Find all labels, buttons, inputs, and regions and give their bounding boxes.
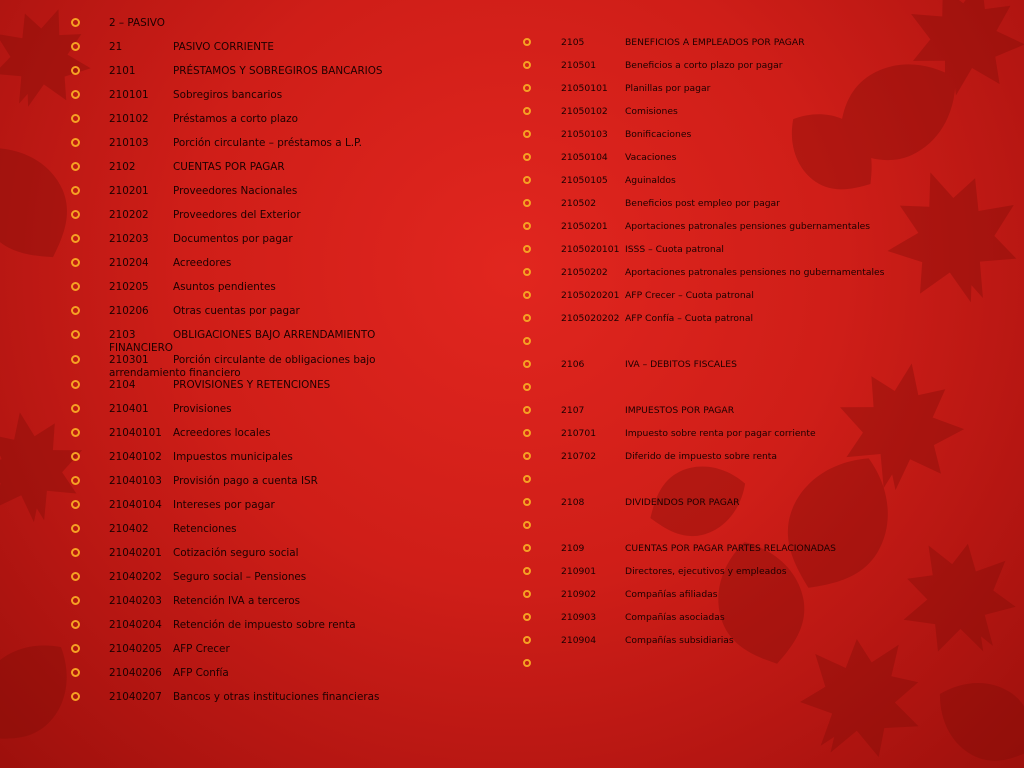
bullet-icon [523,176,531,184]
account-code: 21 [109,41,123,53]
bullet-icon [523,199,531,207]
account-name: IVA – DEBITOS FISCALES [625,359,737,370]
account-item [70,379,440,403]
account-name: Proveedores Nacionales [173,185,298,197]
account-item [70,451,440,475]
bullet-icon [523,544,531,552]
account-name: Acreedores [173,257,232,269]
account-name: Vacaciones [625,152,677,163]
account-item [70,667,440,691]
account-code: 21040202 [109,571,162,584]
bullet-icon [71,66,80,75]
account-item [522,221,1012,244]
account-name: IMPUESTOS POR PAGAR [625,405,735,416]
account-code: 2106 [561,359,585,370]
account-code: 2108 [561,497,585,508]
account-name: Planillas por pagar [625,83,711,94]
account-item [70,523,440,547]
account-code: 210101 [109,89,149,101]
account-code: 21050101 [561,83,608,94]
account-name: Cotización seguro social [173,547,299,560]
account-name: Aguinaldos [625,175,676,186]
bullet-icon [71,138,80,147]
account-name: Aportaciones patronales pensiones gubernamentales [625,221,871,232]
bullet-icon [71,258,80,267]
account-name: Intereses por pagar [173,499,275,512]
account-code: 21040203 [109,595,162,608]
bullet-icon [71,692,80,701]
account-item [522,635,1012,658]
bullet-icon [71,452,80,461]
account-item [70,403,440,427]
account-item [522,83,1012,106]
account-name: Beneficios a corto plazo por pagar [625,60,783,71]
account-item [522,428,1012,451]
account-code: 2103 [109,329,136,341]
bullet-icon [523,337,531,345]
account-code: 2 – PASIVO [109,17,165,29]
account-name: Porción circulante – préstamos a L.P. [173,137,362,149]
account-name: Impuestos municipales [173,451,293,464]
account-item [70,233,440,257]
account-item [70,427,440,451]
account-name: AFP Confía – Cuota patronal [625,313,754,324]
account-code: 210401 [109,403,149,416]
bullet-icon [523,291,531,299]
bullet-icon [523,107,531,115]
bullet-icon [523,222,531,230]
account-code: 21040104 [109,499,162,512]
account-name: Acreedores locales [173,427,271,440]
left-column [70,0,440,715]
account-code: 210902 [561,589,597,600]
account-code: 210102 [109,113,149,125]
account-item [70,475,440,499]
account-name: BENEFICIOS A EMPLEADOS POR PAGAR [625,37,805,48]
account-name: CUENTAS POR PAGAR PARTES RELACIONADAS [625,543,836,554]
account-item [522,129,1012,152]
account-item [70,643,440,667]
account-code: 210301 [109,354,149,367]
account-item [70,161,440,185]
account-name: Proveedores del Exterior [173,209,301,221]
left-account-list [70,17,440,715]
bullet-icon [71,282,80,291]
bullet-icon [523,130,531,138]
account-item [70,595,440,619]
account-item [522,152,1012,175]
account-item [522,658,1012,681]
bullet-icon [71,404,80,413]
account-code: 210402 [109,523,149,536]
account-item [70,113,440,137]
bullet-icon [523,429,531,437]
account-item [70,185,440,209]
account-code: 2105 [561,37,585,48]
account-item [70,354,440,379]
account-name: Otras cuentas por pagar [173,305,300,317]
account-code: 210202 [109,209,149,221]
account-item [70,257,440,281]
account-code: 210701 [561,428,597,439]
account-code: 210501 [561,60,597,71]
account-name: Comisiones [625,106,678,117]
account-code: 210201 [109,185,149,197]
bullet-icon [523,590,531,598]
bullet-icon [71,428,80,437]
account-code: 210702 [561,451,597,462]
right-account-list [522,37,1012,681]
account-name: DIVIDENDOS POR PAGAR [625,497,740,508]
bullet-icon [523,61,531,69]
account-code: 210206 [109,305,149,317]
account-code: 21040103 [109,475,162,488]
account-item [70,571,440,595]
account-name: PASIVO CORRIENTE [173,41,274,53]
account-code: 21040102 [109,451,162,464]
account-code: 2102 [109,161,136,173]
account-code: 2107 [561,405,585,416]
right-column [522,0,1012,681]
account-code: 210903 [561,612,597,623]
account-item [70,281,440,305]
account-code: 21040207 [109,691,162,704]
account-name: AFP Crecer – Cuota patronal [625,290,754,301]
account-item [522,520,1012,543]
account-item [522,497,1012,520]
bullet-icon [71,380,80,389]
account-item [70,65,440,89]
bullet-icon [523,268,531,276]
account-name: Compañías asociadas [625,612,725,623]
bullet-icon [523,314,531,322]
account-code: 2105020201 [561,290,620,301]
account-item [522,244,1012,267]
bullet-icon [523,659,531,667]
account-item [522,175,1012,198]
account-code: 21050104 [561,152,608,163]
account-item [522,382,1012,405]
account-item [70,137,440,161]
account-code: 21050202 [561,267,608,278]
account-code: 21040204 [109,619,162,632]
account-code: 2105020101 [561,244,620,255]
account-item [522,543,1012,566]
bullet-icon [523,475,531,483]
account-name: Bonificaciones [625,129,692,140]
bullet-icon [523,613,531,621]
account-item [522,106,1012,129]
bullet-icon [71,18,80,27]
account-name: Compañías subsidiarias [625,635,734,646]
account-name: Seguro social – Pensiones [173,571,307,584]
account-code: 2105020202 [561,313,620,324]
bullet-icon [71,42,80,51]
account-name: Retención de impuesto sobre renta [173,619,356,632]
account-item [70,691,440,715]
account-item [522,60,1012,83]
bullet-icon [71,114,80,123]
account-name: Beneficios post empleo por pagar [625,198,780,209]
account-item [522,267,1012,290]
bullet-icon [71,548,80,557]
account-item [522,474,1012,497]
bullet-icon [71,620,80,629]
account-code: 2101 [109,65,136,77]
bullet-icon [71,90,80,99]
bullet-icon [71,234,80,243]
account-code: 21040201 [109,547,162,560]
account-item [70,329,440,354]
account-item [522,405,1012,428]
account-item [70,499,440,523]
account-item [522,589,1012,612]
account-name: OBLIGACIONES BAJO ARRENDAMIENTO FINANCIERO [109,329,376,354]
bullet-icon [71,644,80,653]
bullet-icon [523,38,531,46]
account-name: Provisión pago a cuenta ISR [173,475,318,488]
bullet-icon [523,567,531,575]
bullet-icon [523,521,531,529]
bullet-icon [71,596,80,605]
account-name: CUENTAS POR PAGAR [173,161,285,173]
account-item [70,17,440,41]
bullet-icon [71,162,80,171]
account-name: Bancos y otras instituciones financieras [173,691,380,704]
account-name: Asuntos pendientes [173,281,276,293]
account-name: Provisiones [173,403,232,416]
account-code: 210901 [561,566,597,577]
account-name: PRÉSTAMOS Y SOBREGIROS BANCARIOS [173,65,383,77]
bullet-icon [71,572,80,581]
account-name: ISSS – Cuota patronal [625,244,724,255]
account-item [522,451,1012,474]
account-item [522,37,1012,60]
bullet-icon [523,153,531,161]
account-code: 210205 [109,281,149,293]
bullet-icon [71,330,80,339]
account-name: Compañías afiliadas [625,589,718,600]
bullet-icon [523,406,531,414]
account-code: 210203 [109,233,149,245]
account-code: 210204 [109,257,149,269]
bullet-icon [71,186,80,195]
bullet-icon [523,360,531,368]
account-name: Impuesto sobre renta por pagar corriente [625,428,816,439]
account-name: Retención IVA a terceros [173,595,301,608]
account-item [522,290,1012,313]
account-item [70,305,440,329]
account-code: 21050102 [561,106,608,117]
account-name: PROVISIONES Y RETENCIONES [173,379,331,392]
bullet-icon [71,210,80,219]
account-code: 21050103 [561,129,608,140]
bullet-icon [71,476,80,485]
account-name: Directores, ejecutivos y empleados [625,566,787,577]
bullet-icon [71,524,80,533]
bullet-icon [71,306,80,315]
bullet-icon [523,84,531,92]
account-code: 21040101 [109,427,162,440]
bullet-icon [71,500,80,509]
bullet-icon [523,498,531,506]
bullet-icon [523,636,531,644]
account-item [70,41,440,65]
account-name: AFP Confía [173,667,229,680]
account-name: AFP Crecer [173,643,230,656]
account-item [522,359,1012,382]
account-code: 210502 [561,198,597,209]
bullet-icon [523,452,531,460]
account-item [522,198,1012,221]
account-name: Préstamos a corto plazo [173,113,298,125]
bullet-icon [71,668,80,677]
account-name: Sobregiros bancarios [173,89,283,101]
account-code: 21040206 [109,667,162,680]
account-code: 21050201 [561,221,608,232]
account-item [70,619,440,643]
account-item [522,336,1012,359]
account-code: 21050105 [561,175,608,186]
account-item [70,547,440,571]
account-code: 210904 [561,635,597,646]
account-name: Diferido de impuesto sobre renta [625,451,778,462]
account-item [70,89,440,113]
bullet-icon [71,355,80,364]
account-code: 2109 [561,543,585,554]
account-name: Documentos por pagar [173,233,293,245]
account-item [522,313,1012,336]
bullet-icon [523,245,531,253]
account-name: Porción circulante de obligaciones bajo arrendamiento financiero [109,354,376,379]
account-item [70,209,440,233]
account-code: 2104 [109,379,136,392]
account-item [522,612,1012,635]
account-name: Retenciones [173,523,237,536]
account-code: 210103 [109,137,149,149]
account-name: Aportaciones patronales pensiones no gubernamentales [625,267,885,278]
account-item [522,566,1012,589]
bullet-icon [523,383,531,391]
account-code: 21040205 [109,643,162,656]
